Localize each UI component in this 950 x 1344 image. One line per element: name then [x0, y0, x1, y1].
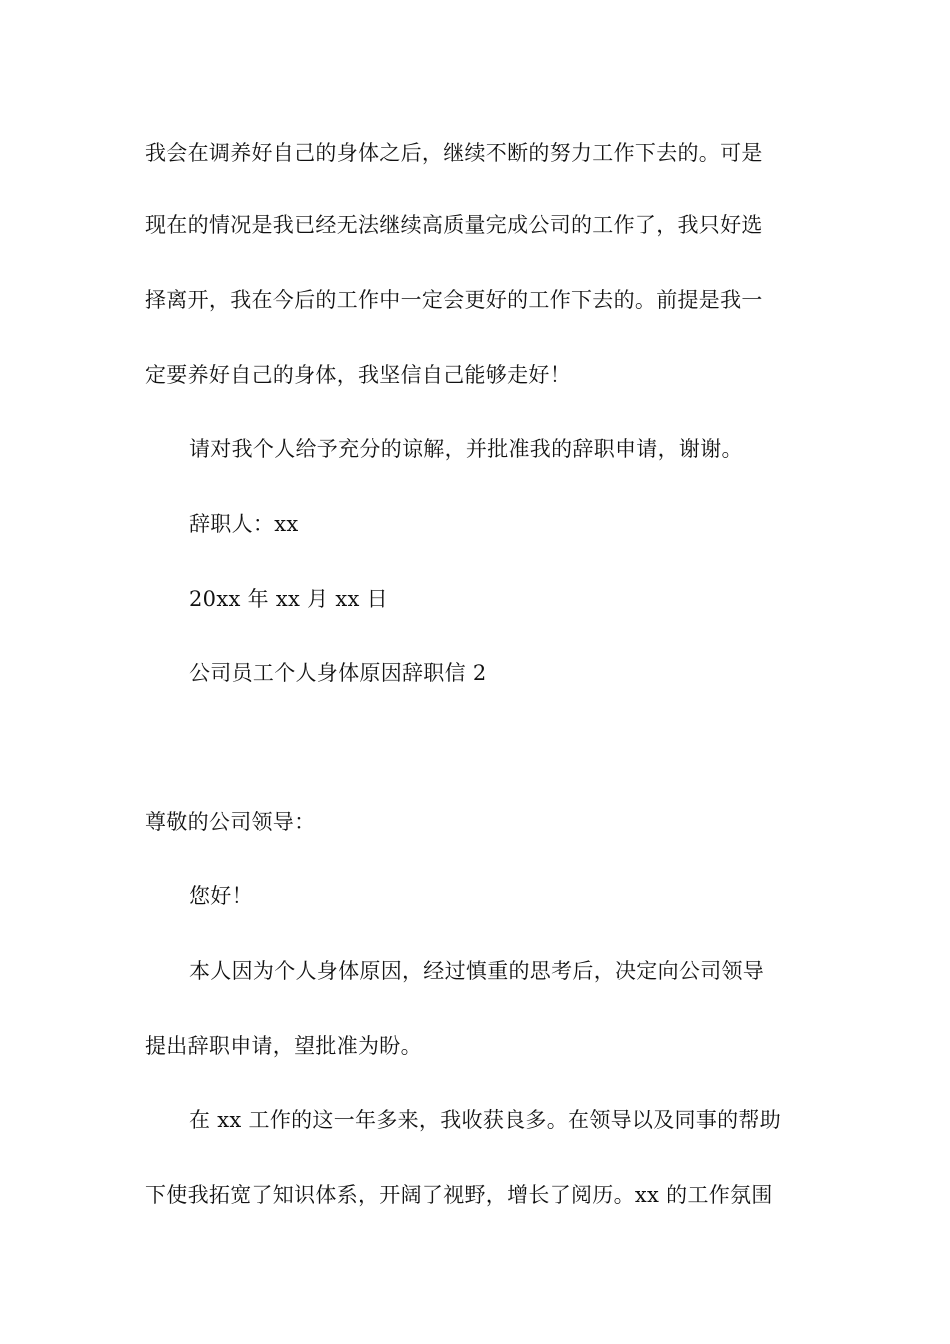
greeting: 您好！: [189, 884, 253, 908]
paragraph-line: 现在的情况是我已经无法继续高质量完成公司的工作了，我只好选: [145, 213, 763, 237]
paragraph-line: 我会在调养好自己的身体之后，继续不断的努力工作下去的。可是: [145, 141, 763, 165]
signature-line: 辞职人：xx: [189, 512, 299, 536]
paragraph-line: 择离开，我在今后的工作中一定会更好的工作下去的。前提是我一: [145, 288, 763, 312]
section-title: 公司员工个人身体原因辞职信 2: [189, 661, 487, 685]
salutation: 尊敬的公司领导：: [145, 810, 316, 834]
paragraph-line: 定要养好自己的身体，我坚信自己能够走好！: [145, 363, 571, 387]
paragraph-line: 下使我拓宽了知识体系，开阔了视野，增长了阅历。xx 的工作氛围: [145, 1183, 773, 1207]
closing-request: 请对我个人给予充分的谅解，并批准我的辞职申请，谢谢。: [189, 437, 743, 461]
paragraph-line: 在 xx 工作的这一年多来，我收获良多。在领导以及同事的帮助: [189, 1108, 782, 1132]
paragraph-line: 本人因为个人身体原因，经过慎重的思考后，决定向公司领导: [189, 959, 765, 983]
date-line: 20xx 年 xx 月 xx 日: [189, 587, 388, 611]
paragraph-line: 提出辞职申请，望批准为盼。: [145, 1034, 422, 1058]
